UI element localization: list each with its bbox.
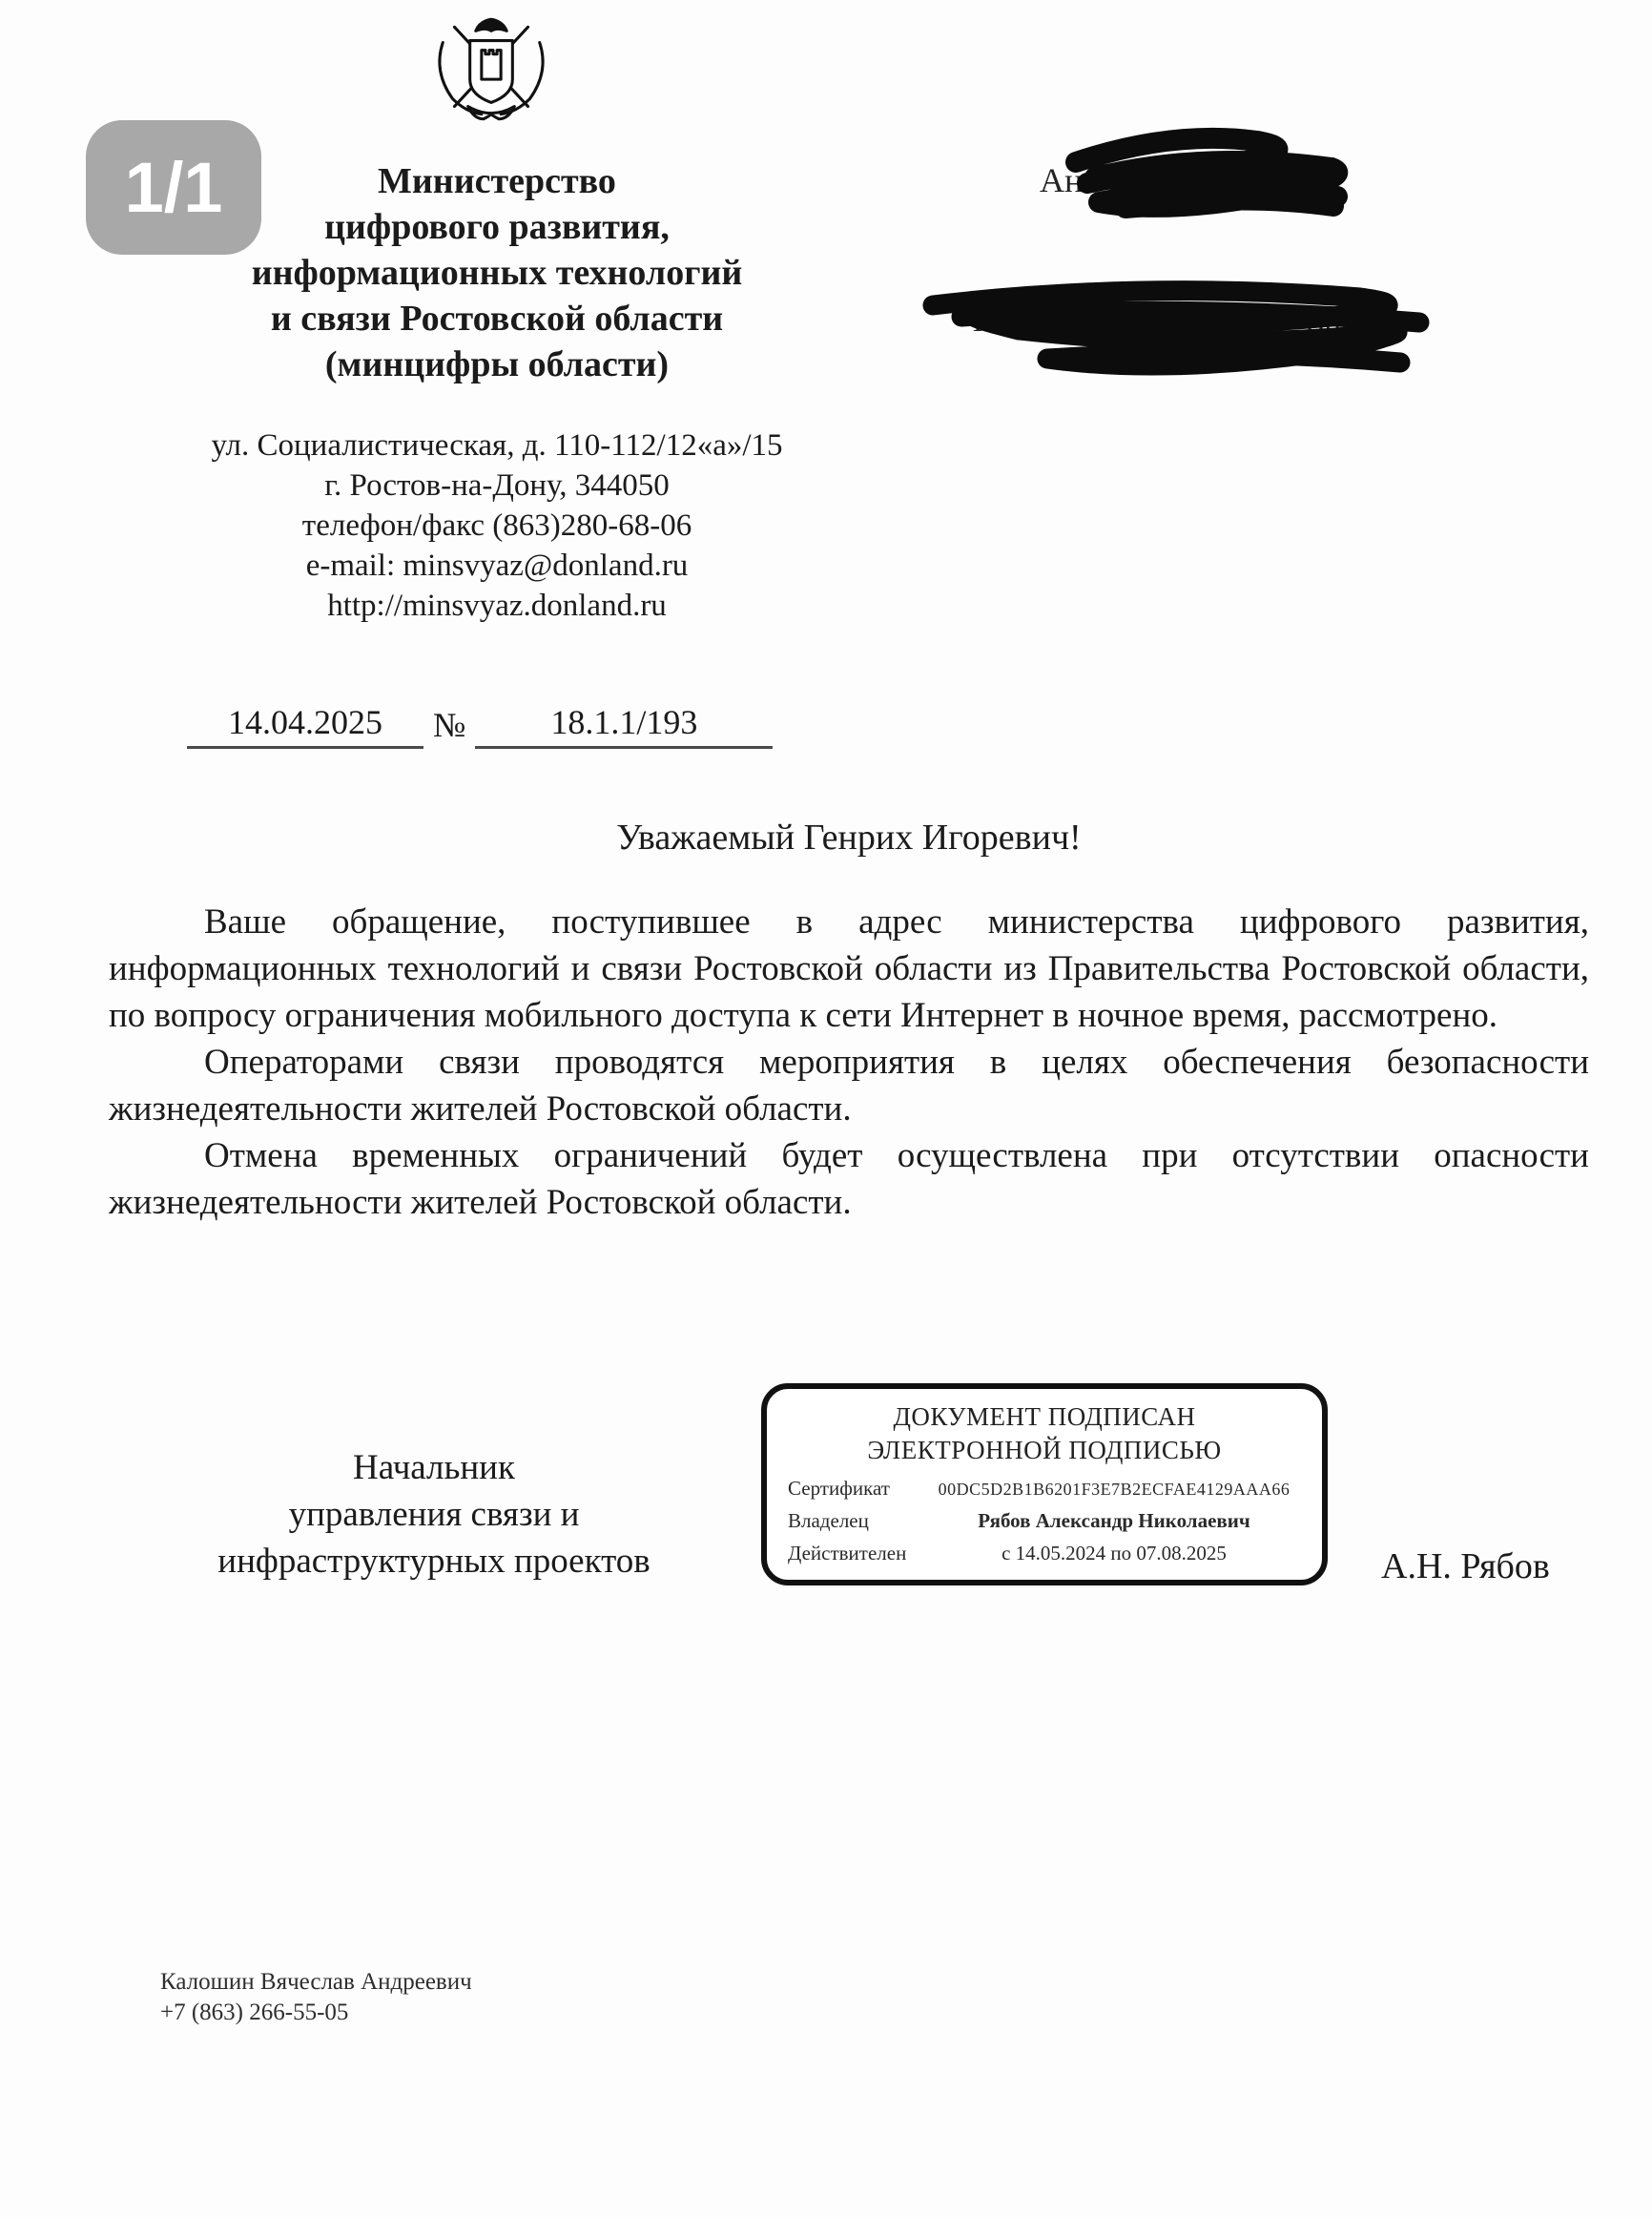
stamp-certificate-row xyxy=(788,1477,1301,1501)
redaction-scribble-icon xyxy=(954,113,1383,265)
certificate-value: 00DC5D2B1B6201F3E7B2ECFAE4129AAA66 xyxy=(938,1480,1291,1499)
page-counter-badge: 1/1 xyxy=(86,120,261,255)
reference-line xyxy=(187,702,773,749)
org-name-line: (минцифры области) xyxy=(324,344,670,384)
body-paragraph: Ваше обращение, поступившее в адрес министерства цифрового развития, информационных технологий и связи Ростовской области из Правительства Ростовской области, по вопросу ограничения мобильного доступа к сети Интернет в ночное время, рассмотрено. xyxy=(109,902,1589,1035)
body-paragraph: Операторами связи проводятся мероприятия в целях обеспечения безопасности жизнедеятельности жителей Ростовской области. xyxy=(109,1043,1589,1129)
address-phone: телефон/факс (863)280-68-06 xyxy=(301,508,692,543)
sender-address-block xyxy=(109,425,885,626)
owner-label: Владелец xyxy=(788,1509,869,1532)
stamp-title xyxy=(788,1400,1301,1467)
signer-position-line: управления связи и xyxy=(288,1495,580,1534)
signer-position-line: Начальник xyxy=(353,1448,515,1487)
stamp-owner-row xyxy=(788,1509,1301,1533)
stamp-title-line: ДОКУМЕНТ ПОДПИСАН xyxy=(893,1402,1196,1431)
sender-organization-name xyxy=(109,158,885,387)
signer-position xyxy=(128,1444,740,1585)
owner-value: Рябов Александр Николаевич xyxy=(978,1509,1250,1532)
salutation: Уважаемый Генрих Игоревич! xyxy=(616,818,1082,858)
stamp-validity-row xyxy=(788,1542,1301,1565)
number-sign: № xyxy=(433,706,466,744)
address-website: http://minsvyaz.donland.ru xyxy=(327,589,667,623)
address-email: e-mail: minsvyaz@donland.ru xyxy=(305,549,689,583)
redaction-scribble-icon xyxy=(904,259,1457,412)
signer-name: А.Н. Рябов xyxy=(1381,1546,1550,1586)
executor-phone: +7 (863) 266-55-05 xyxy=(160,1999,349,2025)
redacted-recipient-email xyxy=(904,259,1457,412)
letter-date: 14.04.2025 xyxy=(187,702,423,749)
coat-of-arms-icon xyxy=(425,13,557,128)
recipient-name-fragment: Ан xyxy=(1040,161,1084,199)
validity-label: Действителен xyxy=(788,1542,907,1564)
electronic-signature-stamp xyxy=(761,1383,1328,1585)
letter-body xyxy=(109,899,1589,1226)
signer-position-line: инфраструктурных проектов xyxy=(217,1542,650,1581)
address-street: ул. Социалистическая, д. 110-112/12«а»/15 xyxy=(211,428,783,463)
stamp-title-line: ЭЛЕКТРОННОЙ ПОДПИСЬЮ xyxy=(867,1436,1222,1464)
org-name-line: и связи Ростовской области xyxy=(270,299,724,339)
letter-number: 18.1.1/193 xyxy=(475,702,773,749)
certificate-label: Сертификат xyxy=(788,1477,890,1500)
recipient-email-fragment-end: om xyxy=(1307,304,1352,342)
address-city: г. Ростов-на-Дону, 344050 xyxy=(324,468,670,503)
validity-value: с 14.05.2024 по 07.08.2025 xyxy=(1002,1542,1227,1564)
executor-contact xyxy=(160,1967,472,2028)
body-paragraph: Отмена временных ограничений будет осуществлена при отсутствии опасности жизнедеятельности жителей Ростовской области. xyxy=(109,1136,1589,1222)
recipient-email-fragment-start: lef xyxy=(973,300,1009,339)
executor-name: Калошин Вячеслав Андреевич xyxy=(160,1969,472,1995)
org-name-line: цифрового развития, xyxy=(324,207,670,247)
org-name-line: информационных технологий xyxy=(251,253,743,293)
redacted-recipient-name xyxy=(954,113,1383,265)
stamp-details xyxy=(788,1477,1301,1565)
org-name-line: Министерство xyxy=(378,161,616,201)
